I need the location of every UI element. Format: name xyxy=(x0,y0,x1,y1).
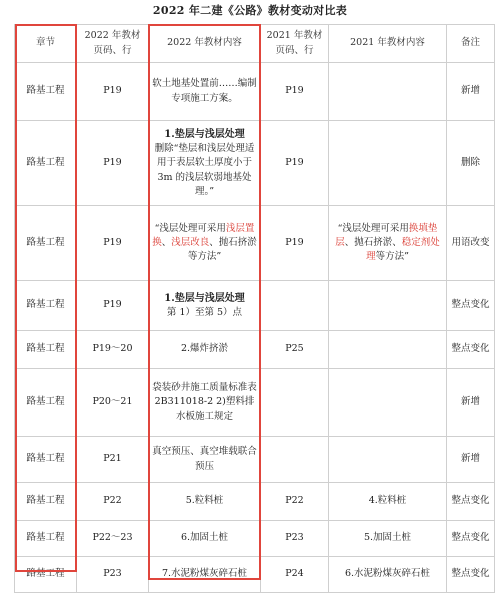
table-row xyxy=(15,369,495,437)
chapter-cell: 路基工程 xyxy=(15,483,77,521)
page-2021-cell: P23 xyxy=(261,521,329,557)
plain-text: 、抛石挤淤、 xyxy=(344,236,402,248)
plain-text: 等方法” xyxy=(375,251,409,263)
page-2021-cell: P19 xyxy=(261,206,329,281)
content-2022-heading: 1.垫层与浅层处理 xyxy=(164,292,245,304)
note-cell: 用语改变 xyxy=(447,206,495,281)
chapter-cell: 路基工程 xyxy=(15,369,77,437)
table-row xyxy=(15,557,495,593)
page-2021-cell xyxy=(261,437,329,483)
page-2022-cell: P22～23 xyxy=(77,521,149,557)
content-2022-cell xyxy=(149,63,261,121)
header-content-2022: 2022 年教材内容 xyxy=(149,25,261,63)
page-2022-cell: P19～20 xyxy=(77,331,149,369)
table-row xyxy=(15,521,495,557)
document-title: 2022 年二建《公路》教材变动对比表 xyxy=(152,4,348,17)
content-2022-text xyxy=(152,222,257,265)
emphasis-text: 浅层置换 xyxy=(152,222,255,248)
content-2021-cell xyxy=(329,63,447,121)
content-2021-cell xyxy=(329,121,447,206)
header-note: 备注 xyxy=(447,25,495,63)
content-2022-cell xyxy=(149,281,261,331)
page-2021-cell: P22 xyxy=(261,483,329,521)
header-content-2021: 2021 年教材内容 xyxy=(329,25,447,63)
content-2021-cell: 4.粒料桩 xyxy=(329,483,447,521)
table-row xyxy=(15,483,495,521)
note-cell: 新增 xyxy=(447,63,495,121)
page-2021-cell: P19 xyxy=(261,63,329,121)
chapter-cell: 路基工程 xyxy=(15,437,77,483)
header-row xyxy=(15,25,495,63)
chapter-cell: 路基工程 xyxy=(15,557,77,593)
header-chapter: 章节 xyxy=(15,25,77,63)
plain-text: 、抛石挤淤等方法” xyxy=(187,236,257,263)
chapter-cell: 路基工程 xyxy=(15,206,77,281)
page-2022-cell: P19 xyxy=(77,121,149,206)
chapter-cell: 路基工程 xyxy=(15,281,77,331)
page-2022-cell: P22 xyxy=(77,483,149,521)
note-cell: 整点变化 xyxy=(447,331,495,369)
page-2022-cell: P20～21 xyxy=(77,369,149,437)
plain-text: “浅层处理可采用 xyxy=(337,222,409,234)
note-cell: 新增 xyxy=(447,369,495,437)
page-2022-cell: P21 xyxy=(77,437,149,483)
content-2022-text: 第 1）至第 5）点 xyxy=(166,306,243,318)
content-2022-text: 删除“垫层和浅层处理适用于表层软土厚度小于 3m 的浅层软弱地基处理。” xyxy=(154,143,255,197)
note-cell: 整点变化 xyxy=(447,557,495,593)
chapter-cell: 路基工程 xyxy=(15,331,77,369)
page-2022-cell: P19 xyxy=(77,63,149,121)
content-2021-cell: 6.水泥粉煤灰碎石桩 xyxy=(329,557,447,593)
chapter-cell: 路基工程 xyxy=(15,63,77,121)
content-2021-cell xyxy=(329,281,447,331)
chapter-cell: 路基工程 xyxy=(15,521,77,557)
content-2021-cell xyxy=(329,369,447,437)
page-2021-cell xyxy=(261,281,329,331)
table-row xyxy=(15,63,495,121)
content-2021-cell xyxy=(329,206,447,281)
page-2021-cell xyxy=(261,369,329,437)
page-2022-cell: P19 xyxy=(77,281,149,331)
page-2021-cell: P19 xyxy=(261,121,329,206)
note-cell: 整点变化 xyxy=(447,281,495,331)
content-2022-cell: 袋装砂井施工质量标准表 2B311018-2 2)塑料排水板施工规定 xyxy=(149,369,261,437)
content-2021-cell xyxy=(329,437,447,483)
note-cell: 整点变化 xyxy=(447,483,495,521)
table-row xyxy=(15,437,495,483)
table-row xyxy=(15,331,495,369)
page-2022-cell: P23 xyxy=(77,557,149,593)
emphasis-text: 稳定剂处理 xyxy=(366,236,440,263)
note-cell: 整点变化 xyxy=(447,521,495,557)
note-cell: 新增 xyxy=(447,437,495,483)
content-2022-cell: 7.水泥粉煤灰碎石桩 xyxy=(149,557,261,593)
table-row xyxy=(15,121,495,206)
chapter-cell: 路基工程 xyxy=(15,121,77,206)
content-2022-cell: 2.爆炸挤淤 xyxy=(149,331,261,369)
content-2021-cell: 5.加固土桩 xyxy=(329,521,447,557)
content-2022-cell xyxy=(149,121,261,206)
note-cell: 删除 xyxy=(447,121,495,206)
plain-text: “浅层处理可采用 xyxy=(154,222,226,234)
content-2021-text xyxy=(332,222,443,265)
content-2022-cell: 5.粒料桩 xyxy=(149,483,261,521)
table-row xyxy=(15,206,495,281)
content-2022-cell xyxy=(149,206,261,281)
content-2022-text: 软土地基处置前……编制专项施工方案。 xyxy=(152,78,257,104)
comparison-table xyxy=(14,24,495,593)
header-page-2022: 2022 年教材页码、行 xyxy=(77,25,149,63)
page-2021-cell: P25 xyxy=(261,331,329,369)
content-2022-cell: 真空预压、真空堆载联合预压 xyxy=(149,437,261,483)
plain-text: 、 xyxy=(161,236,172,248)
table-row xyxy=(15,281,495,331)
emphasis-text: 浅层改良 xyxy=(171,236,210,248)
content-2022-cell: 6.加固土桩 xyxy=(149,521,261,557)
header-page-2021: 2021 年教材页码、行 xyxy=(261,25,329,63)
content-2022-heading: 1.垫层与浅层处理 xyxy=(164,129,245,140)
page-2021-cell: P24 xyxy=(261,557,329,593)
content-2021-cell xyxy=(329,331,447,369)
page-2022-cell: P19 xyxy=(77,206,149,281)
emphasis-text: 换填垫层 xyxy=(335,222,438,248)
